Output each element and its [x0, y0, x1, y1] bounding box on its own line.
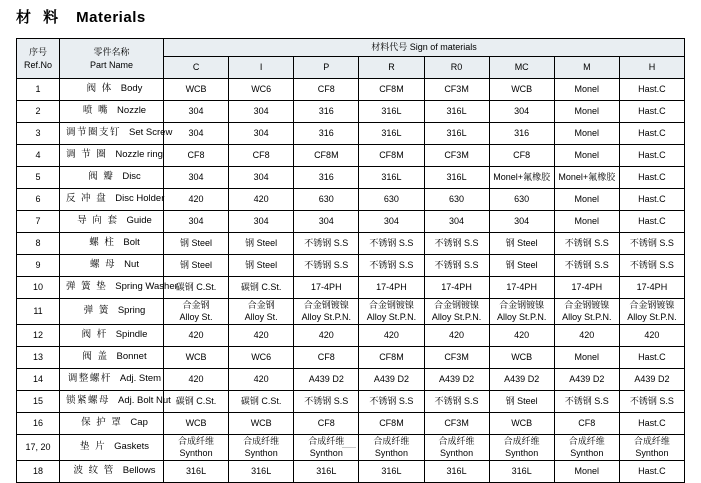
cell-material-r: CF8M	[359, 413, 424, 435]
cell-material-h: 合金钢镀镍 Alloy St.P.N.	[619, 299, 684, 325]
cell-material-mc: WCB	[489, 347, 554, 369]
cell-material-p: CF8	[294, 347, 359, 369]
cell-material-mc: 钢 Steel	[489, 391, 554, 413]
header-col-r0: R0	[424, 57, 489, 79]
cell-material-r0: 316L	[424, 461, 489, 483]
header-sign-of-materials: 材料代号 Sign of materials	[164, 39, 685, 57]
header-row-1	[17, 39, 685, 57]
cell-material-r: 不锈钢 S.S	[359, 391, 424, 413]
cell-material-h: 不锈钢 S.S	[619, 391, 684, 413]
cell-material-h: Hast.C	[619, 167, 684, 189]
cell-material-p: 316	[294, 123, 359, 145]
part-name-en: Body	[120, 83, 143, 95]
table-row	[17, 461, 685, 483]
cell-ref-no: 15	[17, 391, 60, 413]
header-col-mc: MC	[489, 57, 554, 79]
cell-material-i: 钢 Steel	[229, 233, 294, 255]
cell-material-p: CF8	[294, 413, 359, 435]
part-name-cn: 调 节 圈	[66, 149, 108, 161]
part-name-cn: 保 护 罩	[81, 417, 123, 429]
cell-material-c: 304	[164, 211, 229, 233]
cell-part-name	[60, 391, 171, 413]
cell-material-r0: 不锈钢 S.S	[424, 391, 489, 413]
cell-material-mc: 630	[489, 189, 554, 211]
cell-material-p: A439 D2	[294, 369, 359, 391]
part-name-cn: 垫 片	[80, 441, 107, 453]
cell-material-m: Monel+氟橡胶	[554, 167, 619, 189]
cell-part-name	[60, 101, 164, 123]
cell-material-i: WC6	[229, 79, 294, 101]
cell-material-p: 不锈钢 S.S	[294, 233, 359, 255]
cell-material-i: CF8	[229, 145, 294, 167]
cell-material-c: 304	[164, 167, 229, 189]
cell-part-name	[60, 435, 164, 461]
materials-table-wrapper	[16, 38, 685, 483]
cell-part-name	[60, 145, 164, 167]
cell-ref-no: 12	[17, 325, 60, 347]
cell-part-name	[60, 167, 164, 189]
cell-material-h: 不锈钢 S.S	[619, 233, 684, 255]
header-ref-no	[17, 39, 60, 79]
cell-material-h: 合成纤维 Synthon	[619, 435, 684, 461]
cell-material-p: 316	[294, 167, 359, 189]
cell-material-r0: 316L	[424, 101, 489, 123]
cell-material-p: CF8	[294, 79, 359, 101]
cell-material-r0: 合成纤维 Synthon	[424, 435, 489, 461]
cell-material-h: Hast.C	[619, 347, 684, 369]
cell-ref-no: 6	[17, 189, 60, 211]
cell-material-mc: 316	[489, 123, 554, 145]
cell-material-i: 合金钢 Alloy St.	[229, 299, 294, 325]
cell-material-r: 316L	[359, 167, 424, 189]
part-name-cn: 螺 母	[90, 259, 117, 271]
cell-material-h: Hast.C	[619, 211, 684, 233]
cell-ref-no: 17, 20	[17, 435, 60, 461]
cell-material-i: 420	[229, 325, 294, 347]
cell-ref-no: 2	[17, 101, 60, 123]
cell-material-h: 17-4PH	[619, 277, 684, 299]
cell-material-mc: 304	[489, 101, 554, 123]
cell-material-r: 420	[359, 325, 424, 347]
cell-material-r0: 合金钢镀镍 Alloy St.P.N.	[424, 299, 489, 325]
cell-material-i: 钢 Steel	[229, 255, 294, 277]
part-name-en: Nozzle ring	[115, 149, 163, 161]
cell-part-name	[60, 123, 173, 145]
cell-material-r: 不锈钢 S.S	[359, 233, 424, 255]
cell-material-r: CF8M	[359, 145, 424, 167]
part-name-en: Cap	[130, 417, 148, 429]
cell-material-r0: CF3M	[424, 79, 489, 101]
cell-material-mc: A439 D2	[489, 369, 554, 391]
cell-material-r: 合金钢镀镍 Alloy St.P.N.	[359, 299, 424, 325]
part-name-en: Spring	[117, 305, 146, 317]
cell-ref-no: 13	[17, 347, 60, 369]
cell-material-r0: 不锈钢 S.S	[424, 233, 489, 255]
cell-material-m: 不锈钢 S.S	[554, 233, 619, 255]
cell-material-c: 合成纤维 Synthon	[164, 435, 229, 461]
cell-material-h: Hast.C	[619, 413, 684, 435]
cell-material-p: CF8M	[294, 145, 359, 167]
table-header	[17, 39, 685, 79]
cell-material-r0: 不锈钢 S.S	[424, 255, 489, 277]
cell-material-h: Hast.C	[619, 123, 684, 145]
part-name-cn: 喷 嘴	[82, 105, 110, 117]
cell-material-r0: 316L	[424, 167, 489, 189]
cell-material-c: 420	[164, 369, 229, 391]
part-name-cn: 调节圈支钉	[66, 127, 122, 139]
cell-material-p: 合金钢镀镍 Alloy St.P.N.	[294, 299, 359, 325]
cell-part-name	[60, 347, 164, 369]
cell-material-m: Monel	[554, 123, 619, 145]
cell-material-mc: 17-4PH	[489, 277, 554, 299]
cell-material-i: 碳钢 C.St.	[229, 391, 294, 413]
cell-ref-no: 10	[17, 277, 60, 299]
cell-material-r: A439 D2	[359, 369, 424, 391]
cell-ref-no: 3	[17, 123, 60, 145]
part-name-cn: 阀 体	[86, 83, 113, 95]
table-row	[17, 325, 685, 347]
part-name-cn: 阀 杆	[81, 329, 108, 341]
part-name-en: Bellows	[122, 465, 156, 477]
cell-material-c: 碳钢 C.St.	[164, 277, 229, 299]
part-name-en: Adj. Bolt Nut	[118, 395, 171, 407]
header-col-m: M	[554, 57, 619, 79]
cell-part-name	[60, 369, 164, 391]
cell-material-c: 304	[164, 101, 229, 123]
cell-material-m: Monel	[554, 79, 619, 101]
cell-material-m: 合成纤维 Synthon	[554, 435, 619, 461]
cell-part-name	[60, 325, 164, 347]
part-name-en: Adj. Stem	[119, 373, 162, 385]
cell-ref-no: 14	[17, 369, 60, 391]
part-name-cn: 锁紧螺母	[66, 395, 111, 407]
table-row	[17, 347, 685, 369]
cell-material-mc: WCB	[489, 413, 554, 435]
cell-material-m: Monel	[554, 347, 619, 369]
part-name-en: Gaskets	[114, 441, 149, 453]
cell-material-h: Hast.C	[619, 145, 684, 167]
part-name-en: Disc Holder	[115, 193, 165, 205]
header-col-r: R	[359, 57, 424, 79]
cell-material-i: 316L	[229, 461, 294, 483]
part-name-cn: 弹 簧	[83, 305, 110, 317]
part-name-cn: 导 向 套	[77, 215, 119, 227]
cell-material-i: 304	[229, 123, 294, 145]
cell-material-mc: 420	[489, 325, 554, 347]
cell-material-p: 不锈钢 S.S	[294, 255, 359, 277]
cell-part-name	[60, 461, 164, 483]
part-name-en: Spring Washer	[115, 281, 178, 293]
cell-material-c: 420	[164, 325, 229, 347]
part-name-cn: 波 纹 管	[73, 465, 115, 477]
cell-material-i: WC6	[229, 347, 294, 369]
header-col-p: P	[294, 57, 359, 79]
cell-material-m: 合金钢镀镍 Alloy St.P.N.	[554, 299, 619, 325]
cell-material-r0: 630	[424, 189, 489, 211]
part-name-en: Spindle	[115, 329, 148, 341]
cell-material-r: 304	[359, 211, 424, 233]
cell-part-name	[60, 255, 164, 277]
page-title	[16, 6, 146, 27]
part-name-en: Set Screw	[129, 127, 173, 139]
cell-material-m: Monel	[554, 211, 619, 233]
header-ref-no-en: Ref.No	[23, 59, 52, 70]
header-col-h: H	[619, 57, 684, 79]
cell-material-h: Hast.C	[619, 79, 684, 101]
cell-material-p: 420	[294, 325, 359, 347]
cell-material-i: 420	[229, 369, 294, 391]
cell-ref-no: 5	[17, 167, 60, 189]
cell-material-p: 17-4PH	[294, 277, 359, 299]
cell-material-i: 碳钢 C.St.	[229, 277, 294, 299]
cell-material-c: 碳钢 C.St.	[164, 391, 229, 413]
cell-material-m: 420	[554, 325, 619, 347]
cell-part-name	[60, 79, 164, 101]
cell-material-m: Monel	[554, 189, 619, 211]
cell-material-r0: CF3M	[424, 347, 489, 369]
cell-material-m: 17-4PH	[554, 277, 619, 299]
cell-material-c: 304	[164, 123, 229, 145]
cell-material-h: Hast.C	[619, 101, 684, 123]
cell-material-p: 不锈钢 S.S	[294, 391, 359, 413]
cell-material-r: CF8M	[359, 79, 424, 101]
cell-material-mc: 304	[489, 211, 554, 233]
cell-material-m: 不锈钢 S.S	[554, 255, 619, 277]
cell-material-r0: 420	[424, 325, 489, 347]
cell-material-r: 合成纤维 Synthon	[359, 435, 424, 461]
cell-material-p: 316L	[294, 461, 359, 483]
cell-material-r0: CF3M	[424, 413, 489, 435]
cell-material-r0: CF3M	[424, 145, 489, 167]
cell-ref-no: 9	[17, 255, 60, 277]
materials-table	[16, 38, 685, 483]
cell-material-r: 316L	[359, 101, 424, 123]
cell-material-r0: 316L	[424, 123, 489, 145]
part-name-en: Bolt	[123, 237, 140, 249]
cell-material-c: WCB	[164, 413, 229, 435]
cell-material-i: 420	[229, 189, 294, 211]
table-row	[17, 391, 685, 413]
part-name-en: Bonnet	[116, 351, 147, 363]
cell-part-name	[60, 189, 164, 211]
table-row	[17, 233, 685, 255]
table-row	[17, 211, 685, 233]
cell-material-r: 不锈钢 S.S	[359, 255, 424, 277]
header-ref-no-cn: 序号	[28, 47, 47, 58]
part-name-en: Nut	[124, 259, 139, 271]
page-title-en: Materials	[76, 9, 146, 26]
cell-material-mc: 钢 Steel	[489, 255, 554, 277]
cell-material-r: 316L	[359, 461, 424, 483]
cell-part-name	[60, 277, 178, 299]
table-row	[17, 189, 685, 211]
cell-material-r: 630	[359, 189, 424, 211]
cell-material-m: Monel	[554, 461, 619, 483]
cell-ref-no: 16	[17, 413, 60, 435]
table-row	[17, 369, 685, 391]
cell-material-h: 420	[619, 325, 684, 347]
cell-material-p: 304	[294, 211, 359, 233]
cell-material-r: 316L	[359, 123, 424, 145]
cell-material-mc: 合金钢镀镍 Alloy St.P.N.	[489, 299, 554, 325]
cell-part-name	[60, 299, 164, 325]
cell-material-r0: A439 D2	[424, 369, 489, 391]
cell-material-c: 316L	[164, 461, 229, 483]
footer-mark	[342, 447, 356, 448]
cell-material-c: 420	[164, 189, 229, 211]
cell-material-i: 304	[229, 167, 294, 189]
cell-material-i: WCB	[229, 413, 294, 435]
cell-material-c: 钢 Steel	[164, 233, 229, 255]
header-col-c: C	[164, 57, 229, 79]
table-row	[17, 79, 685, 101]
cell-material-p: 合成纤维 Synthon	[294, 435, 359, 461]
cell-ref-no: 4	[17, 145, 60, 167]
cell-material-m: 不锈钢 S.S	[554, 391, 619, 413]
cell-ref-no: 11	[17, 299, 60, 325]
part-name-en: Nozzle	[117, 105, 147, 117]
table-row	[17, 145, 685, 167]
table-body	[17, 79, 685, 483]
part-name-cn: 调整螺杆	[67, 373, 112, 385]
cell-part-name	[60, 233, 164, 255]
cell-material-c: WCB	[164, 347, 229, 369]
cell-material-p: 316	[294, 101, 359, 123]
part-name-en: Guide	[126, 215, 152, 227]
cell-material-mc: 钢 Steel	[489, 233, 554, 255]
table-row	[17, 277, 685, 299]
cell-material-c: CF8	[164, 145, 229, 167]
cell-material-m: Monel	[554, 101, 619, 123]
cell-material-mc: 316L	[489, 461, 554, 483]
header-col-i: I	[229, 57, 294, 79]
cell-material-mc: WCB	[489, 79, 554, 101]
table-row	[17, 101, 685, 123]
cell-ref-no: 18	[17, 461, 60, 483]
part-name-cn: 反 冲 盘	[66, 193, 108, 205]
cell-material-h: A439 D2	[619, 369, 684, 391]
header-part-name-cn: 零件名称	[93, 47, 130, 58]
cell-ref-no: 8	[17, 233, 60, 255]
cell-material-r: 17-4PH	[359, 277, 424, 299]
cell-material-i: 304	[229, 211, 294, 233]
table-row	[17, 123, 685, 145]
cell-material-p: 630	[294, 189, 359, 211]
cell-material-m: CF8	[554, 413, 619, 435]
cell-ref-no: 7	[17, 211, 60, 233]
cell-material-c: 合金钢 Alloy St.	[164, 299, 229, 325]
cell-material-i: 合成纤维 Synthon	[229, 435, 294, 461]
page-title-cn: 材 料	[16, 9, 63, 26]
cell-part-name	[60, 413, 164, 435]
cell-material-m: A439 D2	[554, 369, 619, 391]
cell-material-mc: Monel+氟橡胶	[489, 167, 554, 189]
cell-material-r0: 17-4PH	[424, 277, 489, 299]
part-name-cn: 阀 瓣	[88, 171, 115, 183]
cell-material-h: 不锈钢 S.S	[619, 255, 684, 277]
cell-material-m: Monel	[554, 145, 619, 167]
cell-material-r: CF8M	[359, 347, 424, 369]
header-part-name-en: Part Name	[89, 59, 133, 70]
cell-material-c: 钢 Steel	[164, 255, 229, 277]
table-row	[17, 413, 685, 435]
part-name-cn: 阀 盖	[82, 351, 109, 363]
cell-material-mc: 合成纤维 Synthon	[489, 435, 554, 461]
part-name-en: Disc	[122, 171, 141, 183]
cell-material-i: 304	[229, 101, 294, 123]
cell-ref-no: 1	[17, 79, 60, 101]
cell-material-r0: 304	[424, 211, 489, 233]
cell-material-h: Hast.C	[619, 189, 684, 211]
cell-material-c: WCB	[164, 79, 229, 101]
table-row	[17, 255, 685, 277]
table-row	[17, 167, 685, 189]
cell-material-h: Hast.C	[619, 461, 684, 483]
cell-material-mc: CF8	[489, 145, 554, 167]
part-name-cn: 螺 柱	[89, 237, 116, 249]
part-name-cn: 弹 簧 垫	[66, 281, 108, 293]
header-part-name	[60, 39, 164, 79]
cell-part-name	[60, 211, 164, 233]
table-row	[17, 299, 685, 325]
